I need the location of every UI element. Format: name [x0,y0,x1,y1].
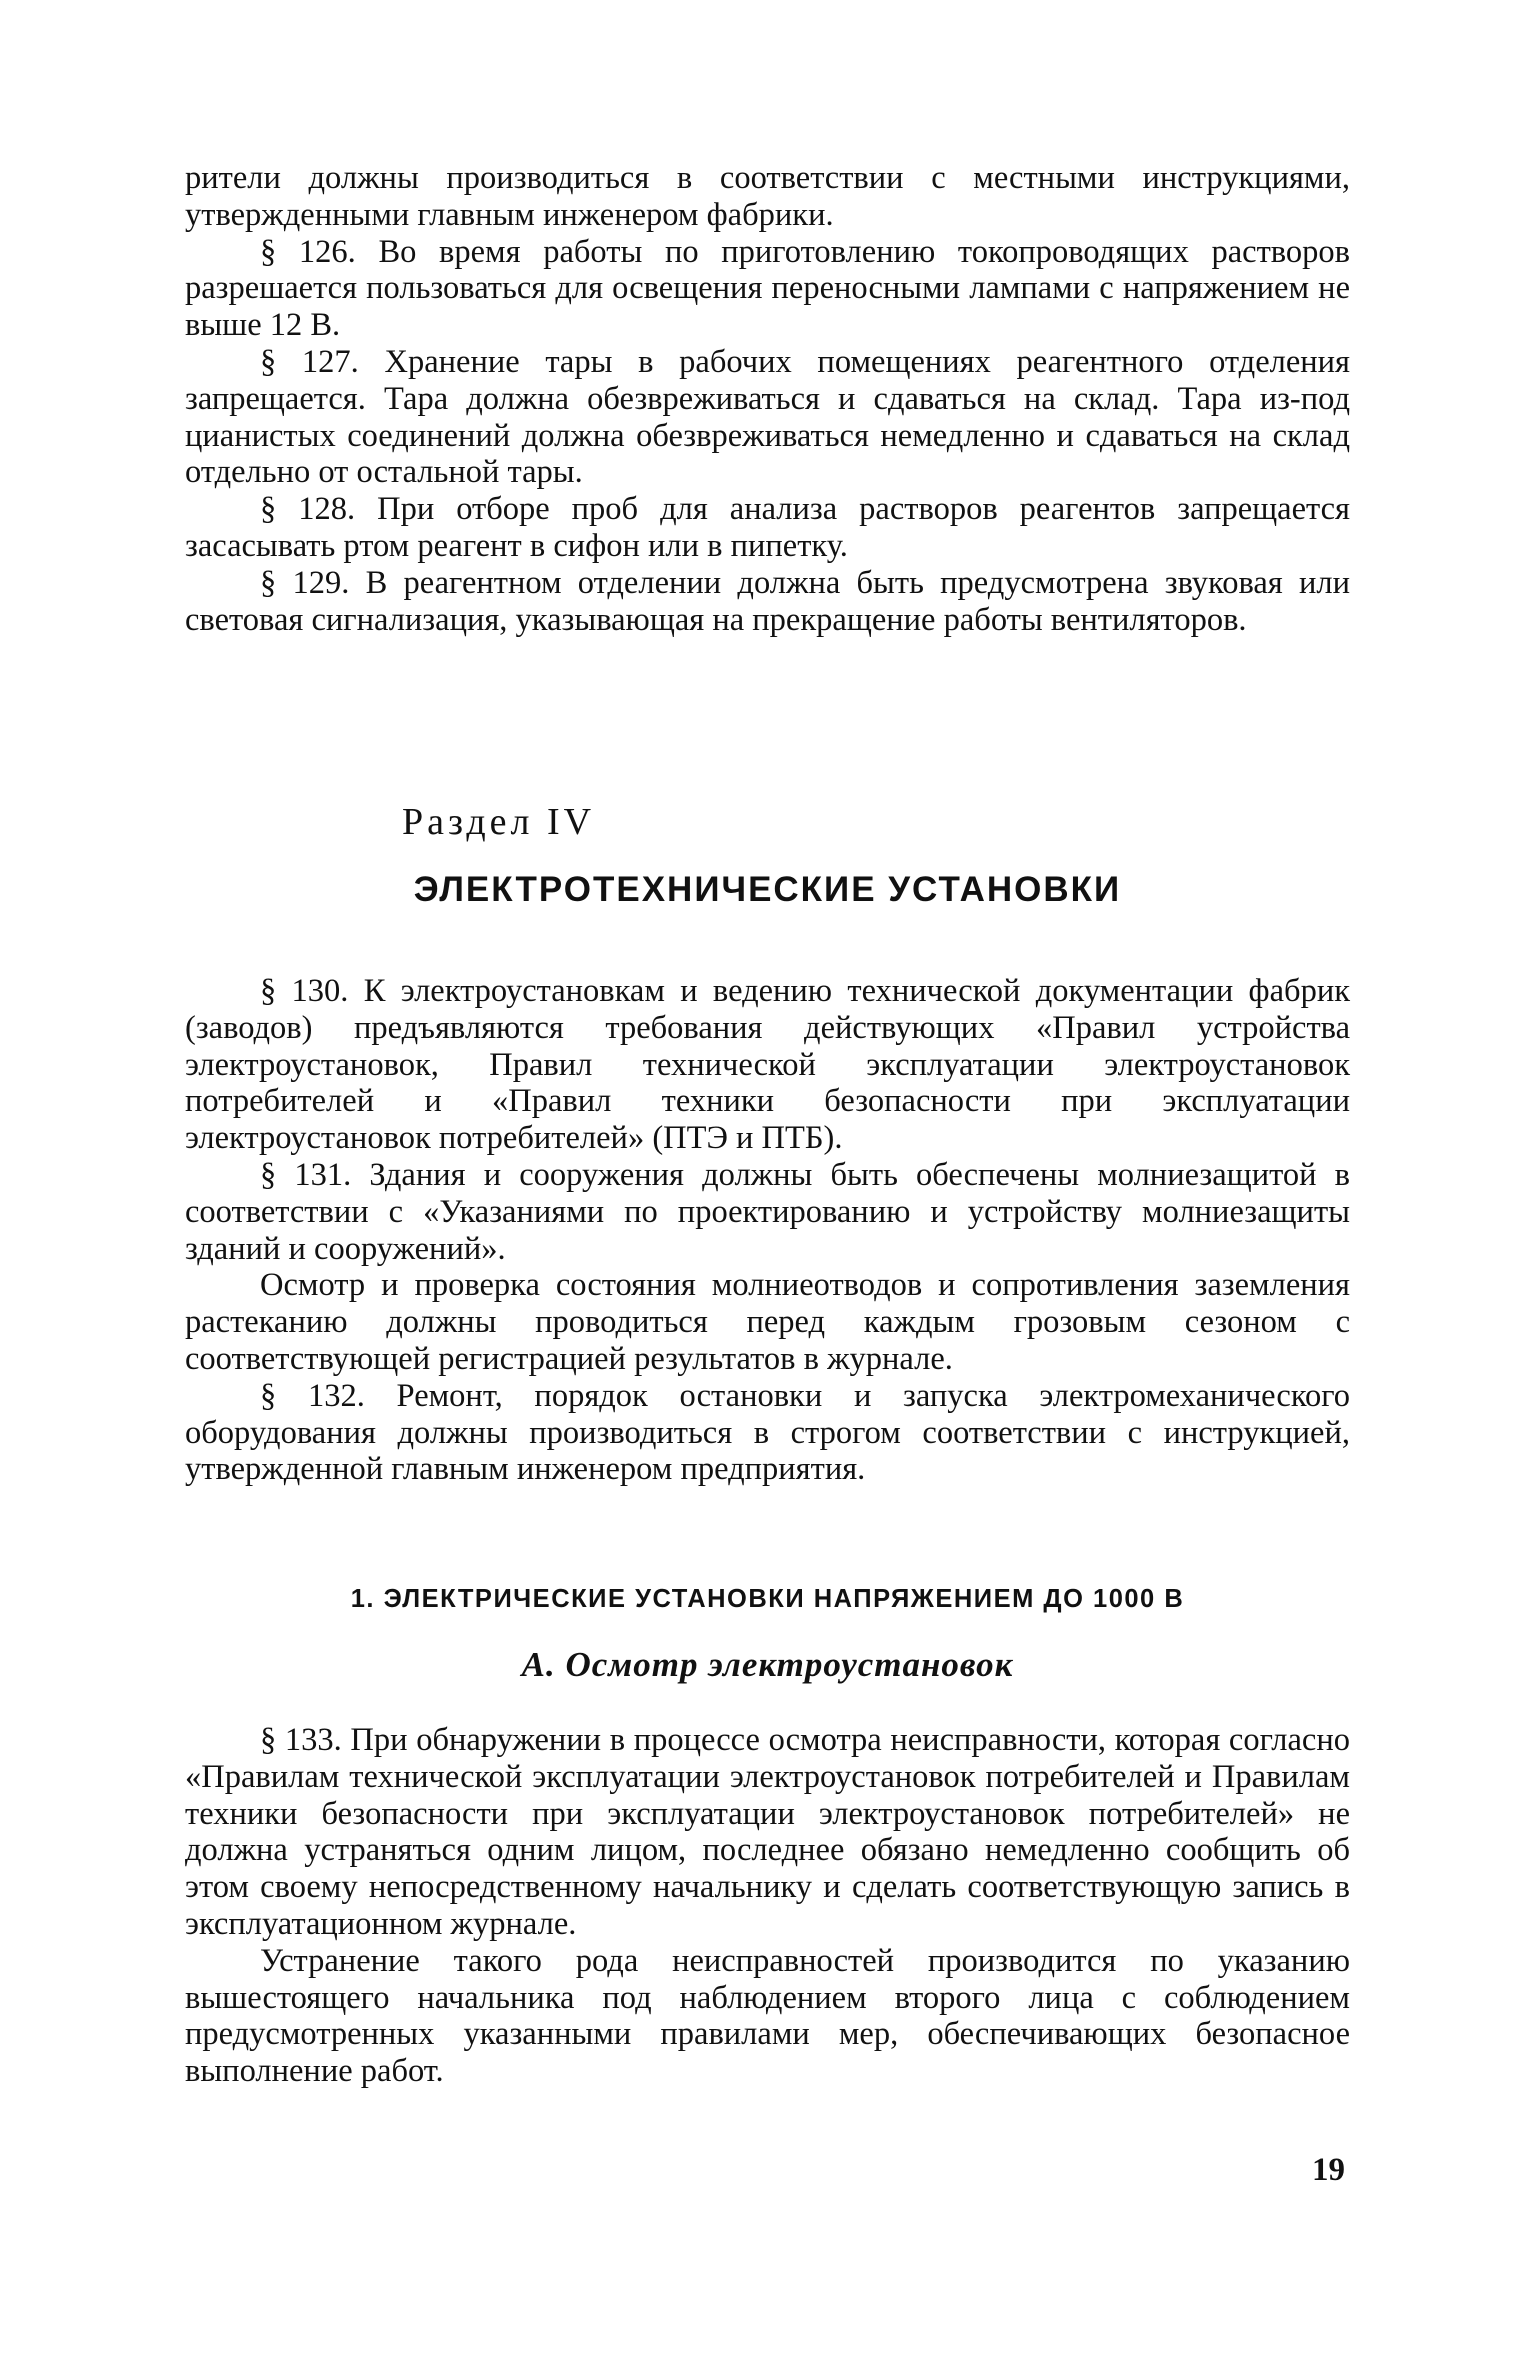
section-title: ЭЛЕКТРОТЕХНИЧЕСКИЕ УСТАНОВКИ [413,870,1122,909]
paragraph-133: § 133. При обнаружении в процессе осмотра неисправности, которая согласно «Правилам технической эксплуатации электроустановок потребителей и Правилам техники безопасности при эксплуатации электроустановок потребителей» не должна устраняться одним лицом, последнее обязано немедленно сообщить об этом своему непосредственному начальнику и сделать соответствующую запись в эксплуатационном журнале. [185,1722,1350,1942]
paragraph-128: § 128. При отборе проб для анализа растворов реагентов запрещается засасывать ртом реагент в сифон или в пипетку. [185,491,1350,564]
paragraph-126: § 126. Во время работы по приготовлению токопроводящих растворов разрешается пользоваться для освещения переносными лампами с напряжением не выше 12 В. [185,233,1350,344]
paragraph-132: § 132. Ремонт, порядок остановки и запуска электромеханического оборудования должны производиться в строгом соответствии с инструкцией, утвержденной главным инженером предприятия. [185,1377,1350,1488]
middle-text-block [185,973,1350,1488]
section-label: Раздел IV [402,801,596,843]
subsection-heading: А. Осмотр электроустановок [521,1645,1014,1684]
paragraph-130: § 130. К электроустановкам и ведению технической документации фабрик (заводов) предъявляются требования действующих «Правил устройства электроустановок, Правил технической эксплуатации электроустановок потребителей и «Правил техники безопасности при эксплуатации электроустановок потребителей» (ПТЭ и ПТБ). [185,973,1350,1157]
paragraph-129: § 129. В реагентном отделении должна быть предусмотрена звуковая или световая сигнализация, указывающая на прекращение работы вентиляторов. [185,564,1350,638]
chapter-heading: 1. ЭЛЕКТРИЧЕСКИЕ УСТАНОВКИ НАПРЯЖЕНИЕМ ДО 1000 В [350,1585,1185,1613]
paragraph-131: § 131. Здания и сооружения должны быть обеспечены молниезащитой в соответствии с «Указаниями по проектированию и устройству молниезащиты зданий и сооружений». [185,1156,1350,1267]
paragraph-131-cont: Осмотр и проверка состояния молниеотводов и сопротивления заземления растеканию должны проводиться перед каждым грозовым сезоном с соответствующей регистрацией результатов в журнале. [185,1267,1350,1377]
bottom-text-block [185,1722,1350,2090]
paragraph-133-cont: Устранение такого рода неисправностей производится по указанию вышестоящего начальника под наблюдением второго лица с соблюдением предусмотренных указанными правилами мер, обеспечивающих безопасное выполнение работ. [185,1942,1350,2090]
paragraph-continuation: рители должны производиться в соответствии с местными инструкциями, утвержденными главным инженером фабрики. [185,160,1350,233]
top-text-block [185,160,1350,638]
paragraph-127: § 127. Хранение тары в рабочих помещениях реагентного отделения запрещается. Тара должна обезвреживаться и сдаваться на склад. Тара из-под цианистых соединений должна обезвреживаться немедленно и сдаваться на склад отдельно от остальной тары. [185,343,1350,491]
page-number: 19 [1312,2152,1345,2188]
